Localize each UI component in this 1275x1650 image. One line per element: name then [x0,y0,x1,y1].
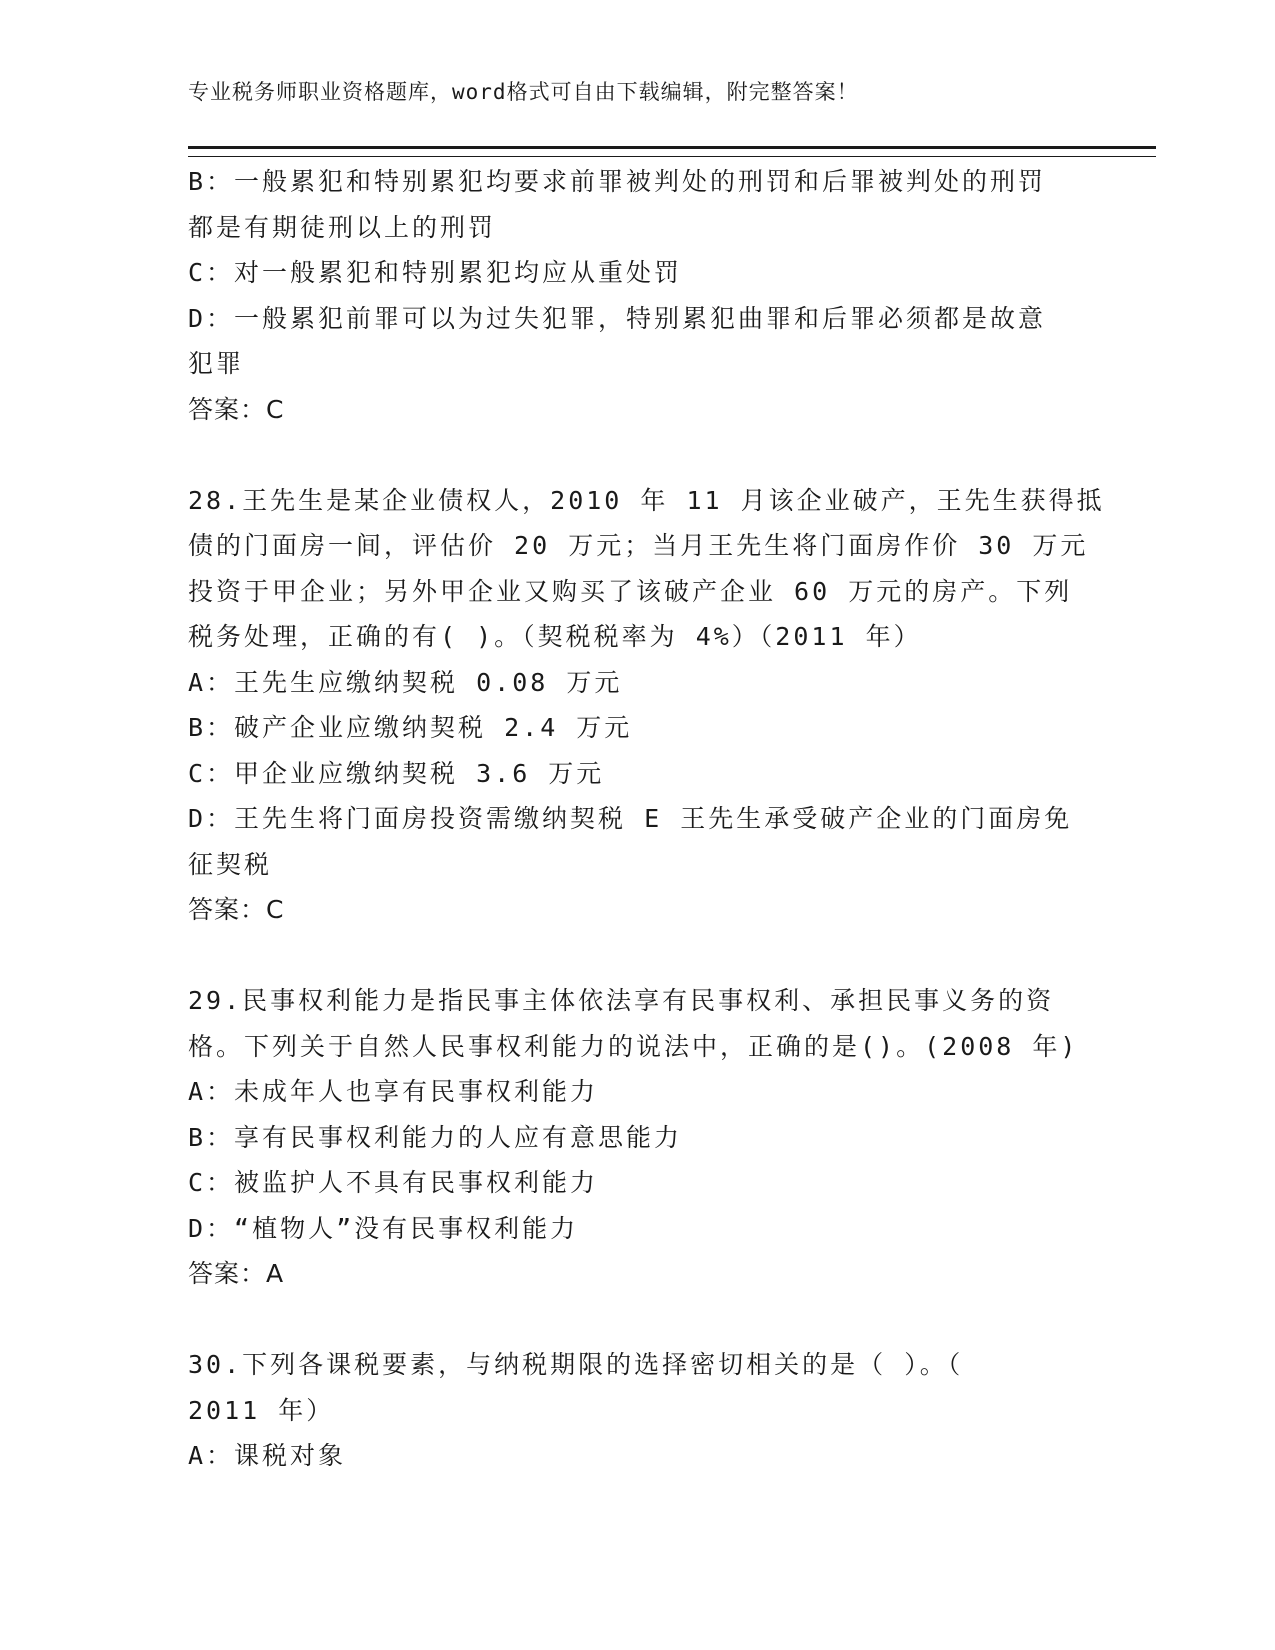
option-d-line-2: 犯罪 [188,349,245,378]
option-b-line-1: B：一般累犯和特别累犯均要求前罪被判处的刑罚和后罪被判处的刑罚 [188,167,1047,196]
option-a: A：课税对象 [188,1441,347,1470]
option-c: C：甲企业应缴纳契税 3.6 万元 [188,758,605,788]
question-stem-line: 税务处理，正确的有( )。（契税税率为 4%）（2011 年） [188,622,922,651]
question-27-continued [188,159,1088,432]
question-30 [188,1342,1088,1479]
question-stem-line: 债的门面房一间，评估价 20 万元；当月王先生将门面房作价 30 万元 [188,531,1089,560]
option-c: C：被监护人不具有民事权利能力 [188,1168,599,1197]
option-c: C：对一般累犯和特别累犯均应从重处罚 [188,258,683,287]
spacer [188,432,1088,478]
answer: 答案：C [188,895,285,924]
question-stem-line: 投资于甲企业；另外甲企业又购买了该破产企业 60 万元的房产。下列 [188,576,1073,606]
option-b: B：享有民事权利能力的人应有意思能力 [188,1122,683,1152]
answer: 答案：C [188,394,285,424]
option-d-line-1: D：一般累犯前罪可以为过失犯罪，特别累犯曲罪和后罪必须都是故意 [188,303,1047,333]
option-d: D：“植物人”没有民事权利能力 [188,1213,579,1243]
question-29 [188,978,1088,1297]
option-d-line-1: D：王先生将门面房投资需缴纳契税 E 王先生承受破产企业的门面房免 [188,804,1073,833]
spacer [188,1297,1088,1343]
question-stem-line: 29.民事权利能力是指民事主体依法享有民事权利、承担民事义务的资 [188,986,1055,1015]
question-28 [188,478,1105,933]
question-stem-line: 30.下列各课税要素，与纳税期限的选择密切相关的是（ ）。（ [188,1350,964,1379]
page-header: 专业税务师职业资格题库，word格式可自由下载编辑，附完整答案！ [188,80,859,104]
option-a: A：王先生应缴纳契税 0.08 万元 [188,667,623,697]
option-b-line-2: 都是有期徒刑以上的刑罚 [188,212,497,242]
option-b: B：破产企业应缴纳契税 2.4 万元 [188,713,633,742]
option-d-line-2: 征契税 [188,849,273,879]
document-body [188,159,1105,1479]
answer: 答案：A [188,1259,285,1288]
question-stem-line: 28.王先生是某企业债权人，2010 年 11 月该企业破产，王先生获得抵 [188,485,1105,515]
option-a: A：未成年人也享有民事权利能力 [188,1077,599,1106]
spacer [188,933,1088,979]
question-stem-line: 格。下列关于自然人民事权利能力的说法中，正确的是()。(2008 年) [188,1031,1079,1061]
question-stem-line: 2011 年） [188,1395,335,1425]
header-divider [188,146,1156,157]
